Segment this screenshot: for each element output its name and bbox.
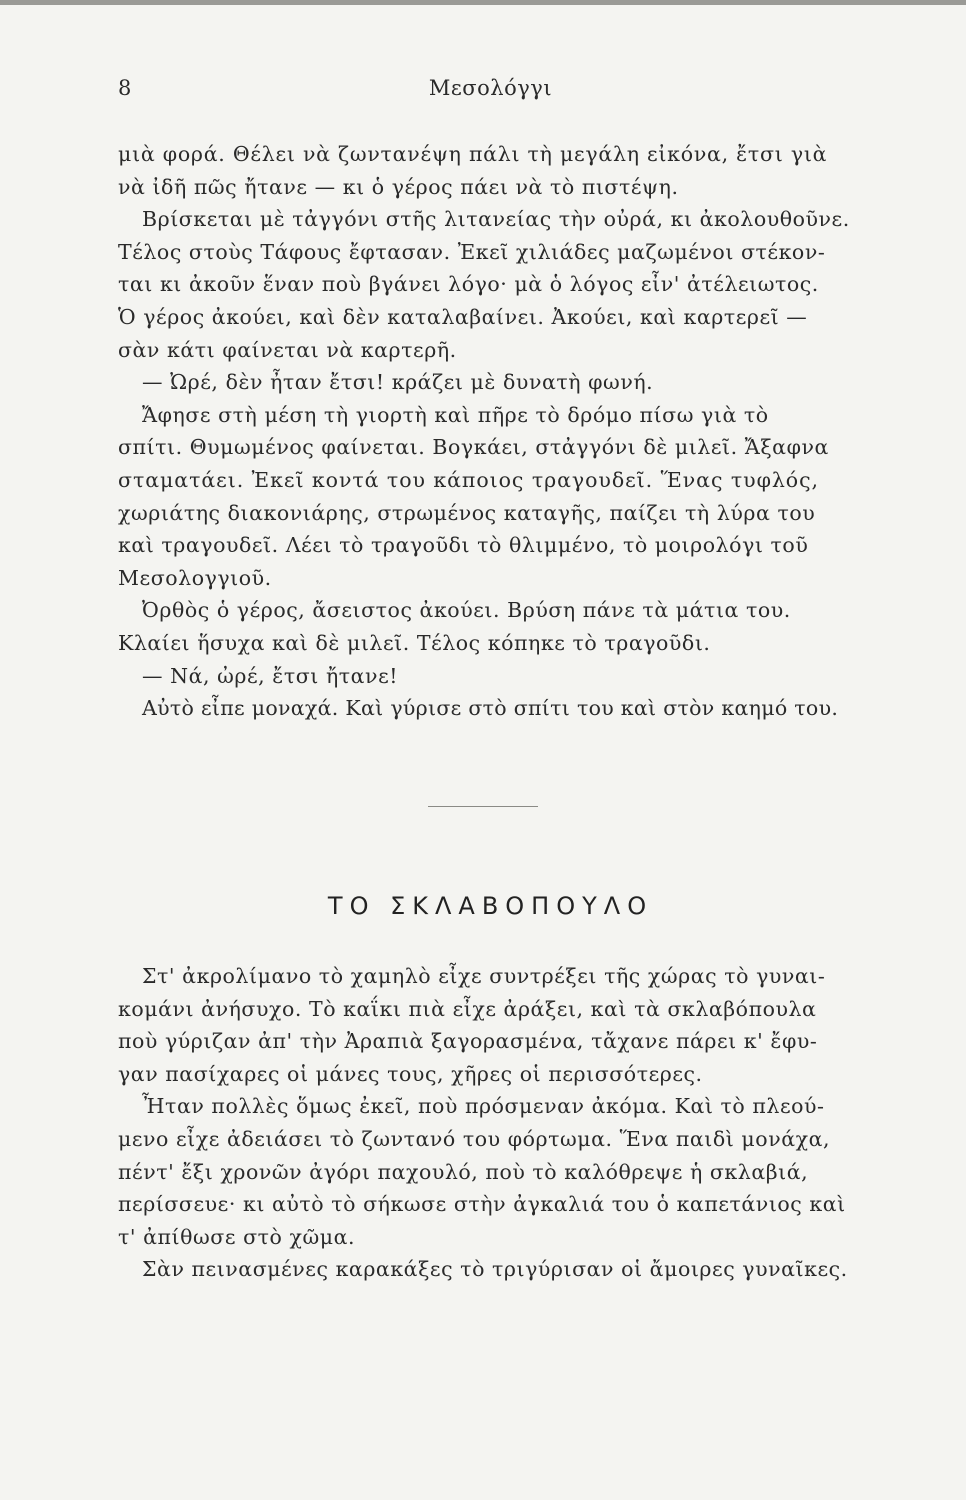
scan-top-edge	[0, 0, 966, 5]
section-divider	[428, 806, 538, 807]
text-line: καὶ τραγουδεῖ. Λέει τὸ τραγοῦδι τὸ θλιμμένο, τὸ μοιρολόγι τοῦ	[118, 533, 809, 558]
section-title: ΤΟ ΣΚΛΑΒΟΠΟΥΛΟ	[327, 892, 654, 920]
body-text-part-2	[118, 960, 863, 1286]
text-line: Στ' ἀκρολίμανο τὸ χαμηλὸ εἶχε συντρέξει τῆς χώρας τὸ γυναι-	[142, 964, 826, 988]
text-line: Σὰν πεινασμένες καρακάξες τὸ τριγύρισαν οἱ ἄμοιρες γυναῖκες.	[142, 1257, 848, 1282]
text-line: τ' ἀπίθωσε στὸ χῶμα.	[118, 1224, 356, 1249]
text-line: μιὰ φορά. Θέλει νὰ ζωντανέψη πάλι τὴ μεγάλη εἰκόνα, ἔτσι γιὰ	[118, 142, 828, 166]
running-title: Μεσολόγγι	[428, 76, 553, 100]
text-line: Αὐτὸ εἶπε μοναχά. Καὶ γύρισε στὸ σπίτι του καὶ στὸν καημό του.	[142, 696, 839, 721]
text-line: Κλαίει ἥσυχα καὶ δὲ μιλεῖ. Τέλος κόπηκε τὸ τραγοῦδι.	[118, 630, 711, 655]
text-line: Ὁ γέρος ἀκούει, καὶ δὲν καταλαβαίνει. Ἀκούει, καὶ καρτερεῖ —	[118, 304, 808, 329]
text-line: ποὺ γύριζαν ἀπ' τὴν Ἀραπιὰ ξαγορασμένα, τἄχανε πάρει κ' ἔφυ-	[118, 1029, 818, 1054]
text-line: σὰν κάτι φαίνεται νὰ καρτερῆ.	[118, 337, 457, 362]
body-text-part-1	[118, 138, 863, 725]
text-line: πέντ' ἔξι χρονῶν ἀγόρι παχουλό, ποὺ τὸ καλόθρεψε ἡ σκλαβιά,	[118, 1159, 809, 1184]
text-line: σπίτι. Θυμωμένος φαίνεται. Βογκάει, στἀγγόνι δὲ μιλεῖ. Ἄξαφνα	[118, 435, 829, 460]
text-line: — Ὠρέ, δὲν ἦταν ἔτσι! κράζει μὲ δυνατὴ φωνή.	[142, 370, 654, 395]
text-line: μενο εἶχε ἀδειάσει τὸ ζωντανό του φόρτωμα. Ἕνα παιδὶ μονάχα,	[118, 1126, 831, 1151]
text-line: ται κι ἀκοῦν ἕναν ποὺ βγάνει λόγο· μὰ ὁ λόγος εἶν' ἀτέλειωτος.	[118, 272, 819, 297]
text-line: Μεσολογγιοῦ.	[118, 565, 272, 590]
text-line: Βρίσκεται μὲ τἀγγόνι στῆς λιτανείας τὴν οὐρά, κι ἀκολουθοῦνε.	[142, 207, 850, 232]
page-header	[118, 76, 863, 106]
text-line: Ἦταν πολλὲς ὅμως ἐκεῖ, ποὺ πρόσμεναν ἀκόμα. Καὶ τὸ πλεού-	[142, 1094, 825, 1119]
text-line: — Νά, ὠρέ, ἔτσι ἤτανε!	[142, 663, 399, 688]
text-line: Ἄφησε στὴ μέση τὴ γιορτὴ καὶ πῆρε τὸ δρόμο πίσω γιὰ τὸ	[142, 402, 769, 427]
page-number: 8	[118, 76, 132, 100]
text-line: Ὀρθὸς ὁ γέρος, ἄσειστος ἀκούει. Βρύση πάνε τὰ μάτια του.	[142, 598, 791, 623]
text-line: Τέλος στοὺς Τάφους ἔφτασαν. Ἐκεῖ χιλιάδες μαζωμένοι στέκον-	[118, 239, 826, 264]
text-line: γαν πασίχαρες οἱ μάνες τους, χῆρες οἱ περισσότερες.	[118, 1061, 703, 1086]
text-line: σταματάει. Ἐκεῖ κοντά του κάποιος τραγουδεῖ. Ἕνας τυφλός,	[118, 467, 820, 492]
text-line: χωριάτης διακονιάρης, στρωμένος καταγῆς, παίζει τὴ λύρα του	[118, 500, 816, 525]
text-line: κομάνι ἀνήσυχο. Τὸ καΐκι πιὰ εἶχε ἀράξει, καὶ τὰ σκλαβόπουλα	[118, 996, 817, 1021]
text-line: νὰ ἰδῆ πῶς ἤτανε — κι ὁ γέρος πάει νὰ τὸ πιστέψη.	[118, 174, 679, 199]
text-line: περίσσευε· κι αὐτὸ τὸ σήκωσε στὴν ἀγκαλιά του ὁ καπετάνιος καὶ	[118, 1192, 846, 1217]
